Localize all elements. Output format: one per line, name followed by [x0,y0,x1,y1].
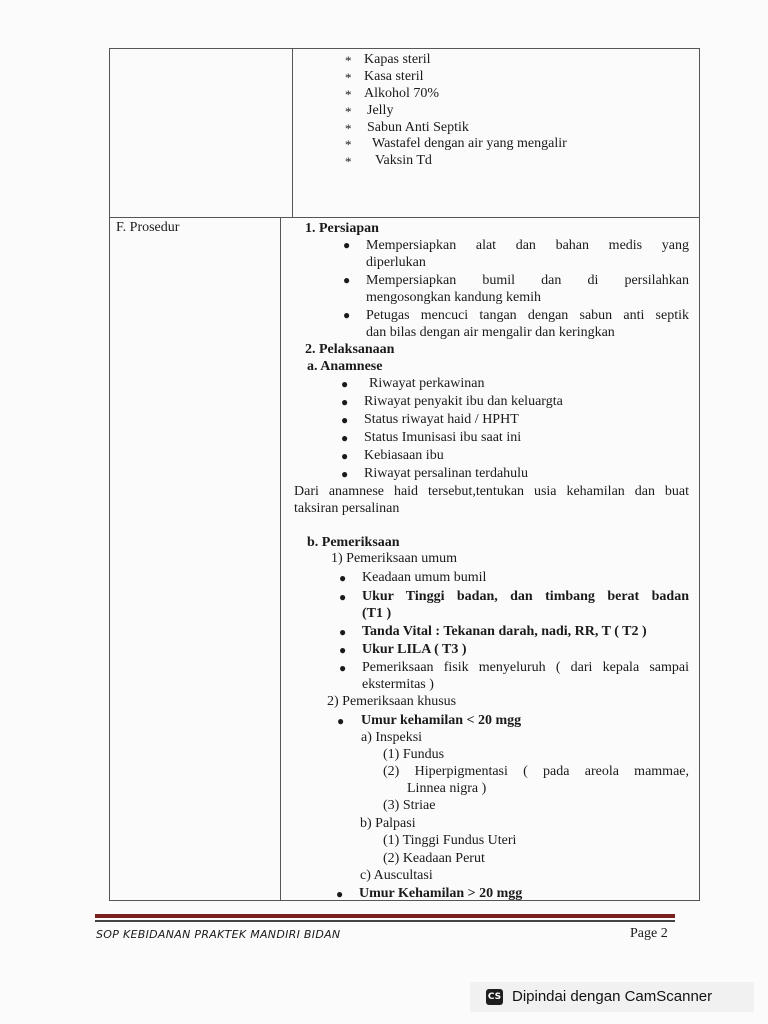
umum-item-tanda-vital: Tanda Vital : Tekanan darah, nadi, RR, T ( T2 ) [362,624,647,639]
anamnese-item: Riwayat persalinan terdahulu [364,466,529,481]
material-item: Alkohol 70% [364,86,440,101]
bullet-dot: ● [341,431,349,445]
inspeksi-hiperpigmentasi-line2: Linnea nigra ) [407,781,487,796]
material-item: Jelly [367,103,394,118]
bullet-dot: ● [343,273,351,287]
inspeksi-heading: a) Inspeksi [361,730,423,745]
bullet-dot: ● [339,661,347,675]
pemeriksaan-umum-heading: 1) Pemeriksaan umum [331,551,457,566]
star-bullet: * [345,87,352,102]
star-bullet: * [345,53,352,68]
bullet-dot: ● [341,377,349,391]
camscanner-badge [470,982,754,1012]
inspeksi-hiperpigmentasi-line1: (2) Hiperpigmentasi ( pada areola mammae, [383,764,689,779]
palpasi-tfu: (1) Tinggi Fundus Uteri [383,833,517,848]
footer-title: SOP KEBIDANAN PRAKTEK MANDIRI BIDAN [96,928,341,941]
bullet-dot: ● [343,308,351,322]
bullet-dot: ● [341,395,349,409]
star-bullet: * [345,70,352,85]
palpasi-heading: b) Palpasi [360,816,416,831]
umum-item-lila: Ukur LILA ( T3 ) [362,642,467,657]
umum-item-fisik-line1: Pemeriksaan fisik menyeluruh ( dari kepala sampai [362,660,689,675]
row-divider [110,217,699,218]
anamnese-note-line1: Dari anamnese haid tersebut,tentukan usia kehamilan dan buat [294,484,689,499]
bullet-dot: ● [341,467,349,481]
material-item: Wastafel dengan air yang mengalir [372,136,567,151]
pelaksanaan-heading: 2. Pelaksanaan [305,342,395,357]
anamnese-note-line2: taksiran persalinan [294,501,400,516]
persiapan-item-2-line2: mengosongkan kandung kemih [366,290,541,305]
anamnese-heading: a. Anamnese [307,359,383,374]
persiapan-item-1-line1: Mempersiapkan alat dan bahan medis yang [366,238,689,253]
umum-item-keadaan: Keadaan umum bumil [362,570,487,585]
inspeksi-striae: (3) Striae [383,798,436,813]
section-label: F. Prosedur [116,220,180,235]
page-number: Page 2 [630,926,668,941]
persiapan-heading: 1. Persiapan [305,221,379,236]
star-bullet: * [345,154,352,169]
camscanner-logo-icon: CS [486,989,503,1005]
palpasi-keadaan-perut: (2) Keadaan Perut [383,851,485,866]
footer-rule-dark [95,920,675,922]
bullet-dot: ● [339,643,347,657]
material-item: Kapas steril [364,52,431,67]
column-divider-bottom [280,217,281,901]
umum-item-tinggi-line2: (T1 ) [362,606,392,621]
anamnese-item: Riwayat perkawinan [369,376,485,391]
material-item: Vaksin Td [375,153,432,168]
star-bullet: * [345,121,352,136]
bullet-dot: ● [337,714,345,728]
bullet-dot: ● [343,238,351,252]
anamnese-item: Status riwayat haid / HPHT [364,412,519,427]
pemeriksaan-heading: b. Pemeriksaan [307,535,400,550]
persiapan-item-1-line2: diperlukan [366,255,426,270]
persiapan-item-2-line1: Mempersiapkan bumil dan di persilahkan [366,273,689,288]
auscultasi-heading: c) Auscultasi [360,868,433,883]
anamnese-item: Status Imunisasi ibu saat ini [364,430,522,445]
anamnese-item: Riwayat penyakit ibu dan keluargta [364,394,563,409]
inspeksi-fundus: (1) Fundus [383,747,445,762]
umum-item-fisik-line2: ekstermitas ) [362,677,434,692]
bullet-dot: ● [339,590,347,604]
column-divider-top [292,49,293,217]
bullet-dot: ● [336,887,344,901]
persiapan-item-3-line2: dan bilas dengan air mengalir dan keringkan [366,325,615,340]
anamnese-item: Kebiasaan ibu [364,448,444,463]
bullet-dot: ● [339,571,347,585]
camscanner-label: Dipindai dengan CamScanner [512,988,713,1005]
star-bullet: * [345,104,352,119]
umur-kehamilan-lt20: Umur kehamilan < 20 mgg [361,713,522,728]
persiapan-item-3-line1: Petugas mencuci tangan dengan sabun anti septik [366,308,689,323]
umum-item-tinggi-line1: Ukur Tinggi badan, dan timbang berat badan [362,589,689,604]
pemeriksaan-khusus-heading: 2) Pemeriksaan khusus [327,694,457,709]
bullet-dot: ● [339,625,347,639]
star-bullet: * [345,137,352,152]
footer-rule-red [95,914,675,918]
bullet-dot: ● [341,449,349,463]
material-item: Kasa steril [364,69,424,84]
bullet-dot: ● [341,413,349,427]
umur-kehamilan-gt20: Umur Kehamilan > 20 mgg [359,886,523,901]
material-item: Sabun Anti Septik [367,120,469,135]
